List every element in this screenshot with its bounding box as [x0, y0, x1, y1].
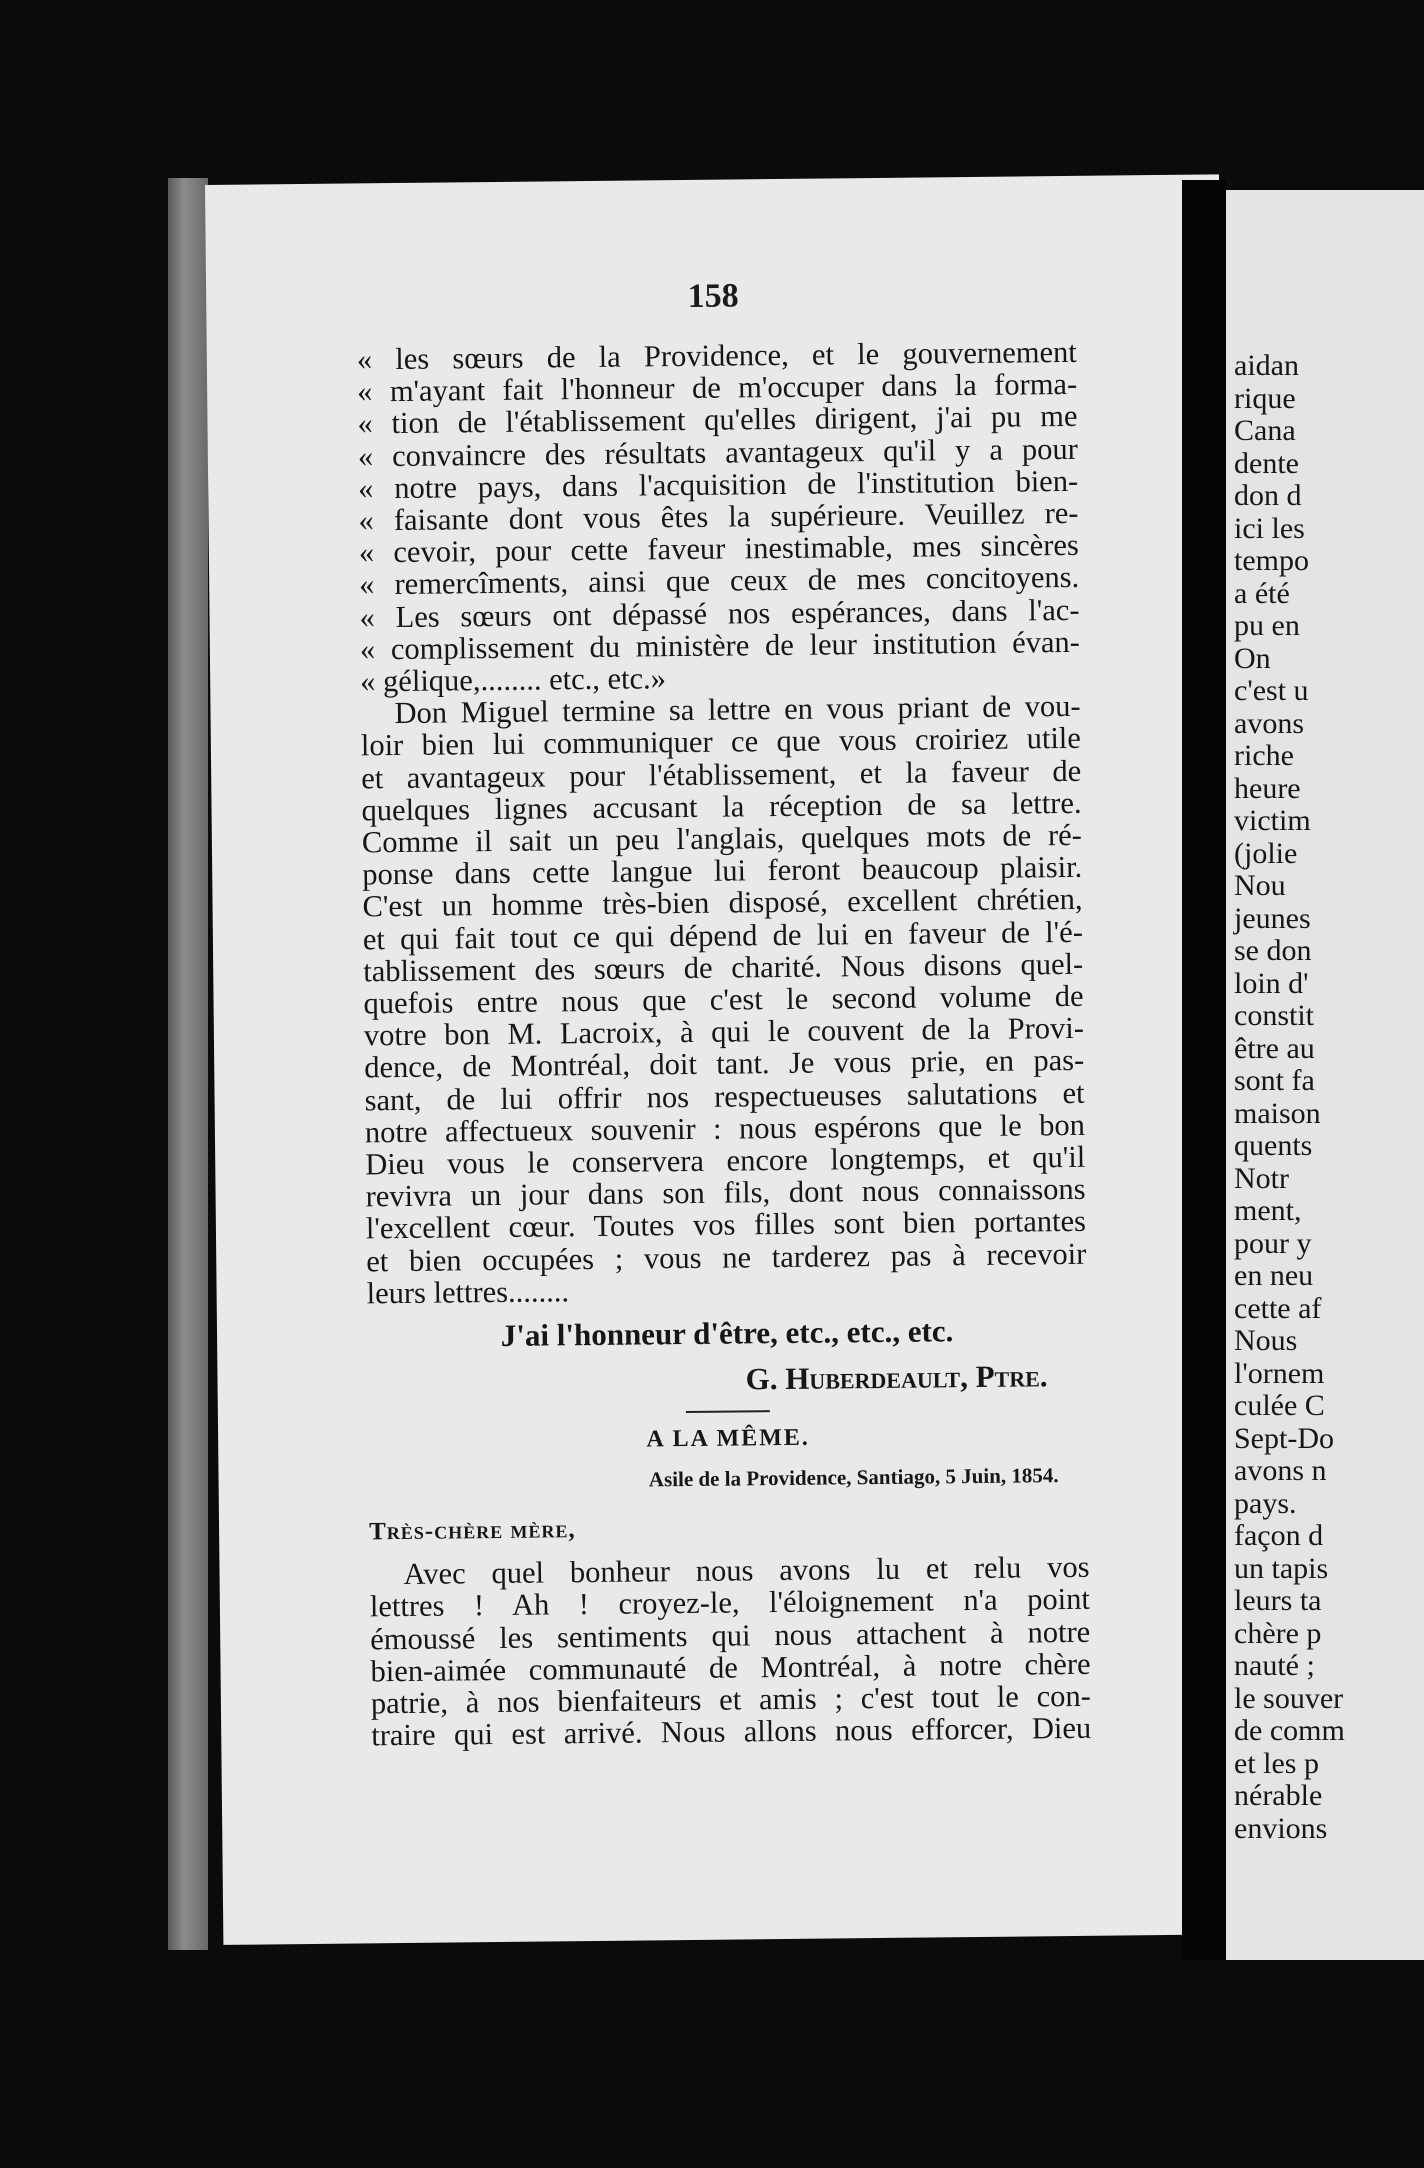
text-line: le souver — [1234, 1681, 1344, 1715]
text-line: « convaincre des résultats avantageux qu'il y a pour — [357, 431, 1078, 474]
text-line: Dieu vous le conservera encore longtemps, et qu'il — [365, 1139, 1086, 1182]
text-line: revivra un jour dans son fils, dont nous connaissons — [365, 1172, 1086, 1214]
text-line: « cevoir, pour cette faveur inestimable, mes sincères — [358, 528, 1079, 570]
text-line: ponse dans cette langue lui feront beaucoup plaisir. — [362, 850, 1083, 892]
text-line: « remercîments, ainsi que ceux de mes concitoyens. — [359, 560, 1080, 602]
letter-heading: A LA MÊME. — [646, 1424, 810, 1452]
text-line: chère p — [1234, 1616, 1322, 1650]
text-line: se don — [1234, 934, 1312, 967]
text-line: « gélique,........ etc., etc.» — [360, 661, 667, 699]
book-spine-edge — [168, 178, 208, 1950]
letter-dateline: Asile de la Providence, Santiago, 5 Juin, 1854. — [648, 1462, 1059, 1492]
text-line: cette af — [1234, 1291, 1322, 1325]
text-line: façon d — [1234, 1519, 1324, 1552]
text-line: Avec quel bonheur nous avons lu et relu vos — [403, 1549, 1090, 1592]
text-line: dence, de Montréal, doit tant. Je vous prie, en pas- — [364, 1043, 1085, 1085]
text-line: quents — [1234, 1129, 1313, 1162]
text-line: nérable — [1234, 1779, 1323, 1812]
text-line: l'ornem — [1234, 1356, 1325, 1390]
text-line: riche — [1234, 739, 1294, 772]
text-line: c'est u — [1234, 674, 1309, 707]
text-line: Notr — [1234, 1161, 1289, 1195]
text-line: rique — [1234, 381, 1296, 415]
text-line: tempo — [1234, 544, 1309, 577]
text-line: traire qui est arrivé. Nous allons nous efforcer, Dieu — [371, 1710, 1092, 1753]
text-line: « faisante dont vous êtes la supérieure. Veuillez re- — [358, 495, 1079, 538]
page-gutter — [1182, 180, 1226, 1960]
text-line: et les p — [1234, 1746, 1319, 1780]
signature-text: G. Huberdeault, Ptre. — [745, 1358, 1048, 1397]
text-line: « complissement du ministère de leur institution évan- — [359, 624, 1081, 667]
signature — [367, 1360, 1087, 1400]
text-line: « Les sœurs ont dépassé nos espérances, dans l'ac- — [359, 592, 1080, 635]
text-line: loir bien lui communiquer ce que vous croiriez utile — [360, 721, 1082, 763]
text-line: culée C — [1234, 1389, 1325, 1422]
closing-line: J'ai l'honneur d'être, etc., etc., etc. — [500, 1313, 954, 1354]
text-line: tablissement des sœurs de charité. Nous disons quel- — [363, 946, 1084, 989]
text-line: et avantageux pour l'établissement, et la faveur de — [361, 753, 1082, 796]
text-line: nauté ; — [1234, 1649, 1315, 1682]
text-line: leurs ta — [1234, 1584, 1322, 1617]
text-line: Sept-Do — [1234, 1421, 1334, 1455]
text-line: Nou — [1234, 869, 1286, 902]
text-line: ment, — [1234, 1194, 1302, 1227]
text-line: pu en — [1234, 609, 1300, 642]
text-line: en neu — [1234, 1259, 1314, 1292]
text-line: et qui fait tout ce qui dépend de lui en faveur de l'é- — [362, 914, 1084, 957]
text-line: heure — [1234, 771, 1301, 805]
text-line: notre affectueux souvenir : nous espérons que le bon — [364, 1107, 1086, 1150]
text-line: Cana — [1234, 414, 1296, 447]
text-line: votre bon M. Lacroix, à qui le couvent de la Provi- — [363, 1011, 1085, 1053]
text-line: dente — [1234, 446, 1299, 480]
text-line: leurs lettres........ — [366, 1274, 570, 1311]
text-line: On — [1234, 641, 1271, 675]
text-line: l'excellent cœur. Toutes vos filles sont bien portantes — [365, 1204, 1087, 1246]
text-line: pays. — [1234, 1486, 1297, 1520]
text-line: constit — [1234, 999, 1314, 1032]
text-line: (jolie — [1234, 836, 1298, 870]
text-line: « m'ayant fait l'honneur de m'occuper dans la forma- — [356, 367, 1078, 409]
text-line: jeunes — [1234, 901, 1311, 935]
right-page-text — [1234, 350, 1345, 1845]
text-line: patrie, à nos bienfaiteurs et amis ; c'est tout le con- — [370, 1678, 1092, 1721]
text-line: maison — [1234, 1096, 1321, 1130]
text-line: émoussé les sentiments qui nous attachent à notre — [370, 1614, 1091, 1656]
text-line: Nous — [1234, 1324, 1298, 1357]
text-line: pour y — [1234, 1226, 1312, 1260]
text-line: sont fa — [1234, 1064, 1315, 1097]
text-line: a été — [1234, 576, 1290, 610]
text-line: Comme il sait un peu l'anglais, quelques mots de ré- — [361, 817, 1083, 860]
text-line: avons — [1234, 706, 1304, 740]
text-line: « tion de l'établissement qu'elles dirigent, j'ai pu me — [357, 399, 1078, 441]
letter-salutation: Très-chère mère, — [368, 1516, 576, 1546]
text-line: quelques lignes accusant la réception de sa lettre. — [361, 785, 1082, 828]
second-letter-text — [369, 1551, 1091, 1752]
text-line: lettres ! Ah ! croyez-le, l'éloignement n'a point — [369, 1582, 1091, 1624]
text-line: envions — [1234, 1811, 1328, 1845]
section-rule — [686, 1410, 770, 1413]
text-line: être au — [1234, 1031, 1315, 1065]
text-line: avons n — [1234, 1454, 1327, 1487]
page-number: 158 — [687, 277, 739, 315]
text-line: et bien occupées ; vous ne tarderez pas à recevoir — [366, 1236, 1087, 1279]
left-page — [205, 174, 1237, 1945]
text-line: Don Miguel termine sa lettre en vous priant de vou- — [394, 689, 1081, 731]
letter-text — [357, 336, 1087, 1310]
text-line: sant, de lui offrir nos respectueuses salutations et — [364, 1075, 1085, 1118]
text-line: un tapis — [1234, 1551, 1329, 1585]
text-line: « les sœurs de la Providence, et le gouvernement — [356, 334, 1077, 377]
text-line: aidan — [1234, 349, 1299, 382]
page-body — [357, 336, 1092, 1752]
text-line: de comm — [1234, 1714, 1345, 1747]
text-line: « notre pays, dans l'acquisition de l'institution bien- — [358, 463, 1079, 506]
text-line: don d — [1234, 479, 1302, 512]
text-line: ici les — [1234, 511, 1305, 545]
text-line: C'est un homme très-bien disposé, excellent chrétien, — [362, 882, 1083, 924]
text-line: victim — [1234, 804, 1311, 837]
text-line: loin d' — [1234, 966, 1309, 1000]
text-line: quefois entre nous que c'est le second volume de — [363, 978, 1084, 1021]
right-page-fragment — [1226, 190, 1424, 1960]
text-line: bien-aimée communauté de Montréal, à notre chère — [370, 1646, 1091, 1689]
